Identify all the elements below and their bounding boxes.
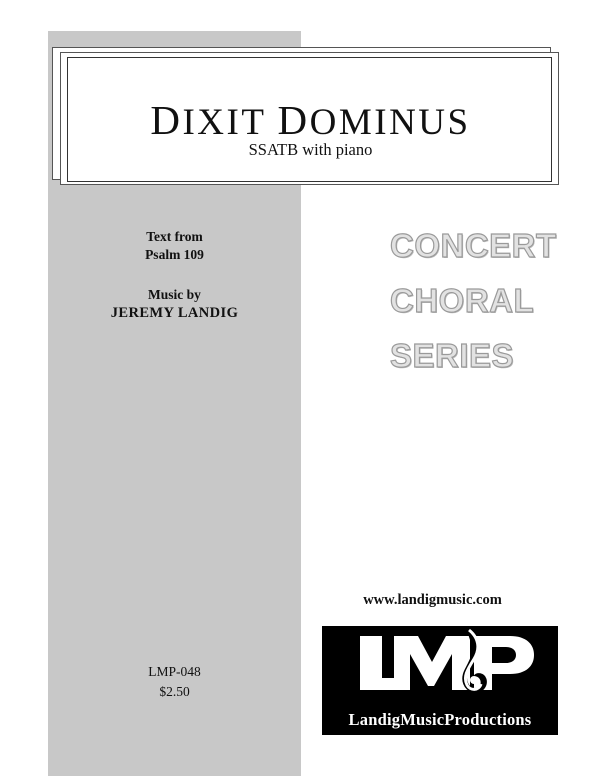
lmp-monogram-icon xyxy=(322,628,558,698)
title-initial-first: D xyxy=(150,97,183,143)
catalog-number: LMP-048 xyxy=(148,664,201,679)
credits-spacer xyxy=(48,264,301,286)
website-url[interactable]: www.landigmusic.com xyxy=(363,592,502,608)
page-subtitle: SSATB with piano xyxy=(248,140,373,159)
text-from-label: Text from xyxy=(146,229,203,244)
title-rest-second-word: OMINUS xyxy=(309,102,471,143)
catalog-price: $2.50 xyxy=(159,684,190,699)
title-rest-first-word: IXIT xyxy=(182,102,278,143)
publisher-name: LandigMusicProductions xyxy=(348,710,532,729)
series-label-block xyxy=(390,218,590,383)
series-word-series: SERIES xyxy=(390,337,515,374)
title-initial-second: D xyxy=(277,97,310,143)
series-word-choral: CHORAL xyxy=(390,282,535,319)
credits-block xyxy=(48,228,301,323)
music-by-label: Music by xyxy=(148,287,201,302)
composer-name: JEREMY LANDIG xyxy=(110,305,239,321)
text-source: Psalm 109 xyxy=(145,247,204,262)
catalog-info xyxy=(48,662,301,702)
series-word-concert: CONCERT xyxy=(390,227,557,264)
page-title xyxy=(68,96,553,144)
title-frame xyxy=(67,57,552,182)
publisher-logo xyxy=(322,626,558,735)
